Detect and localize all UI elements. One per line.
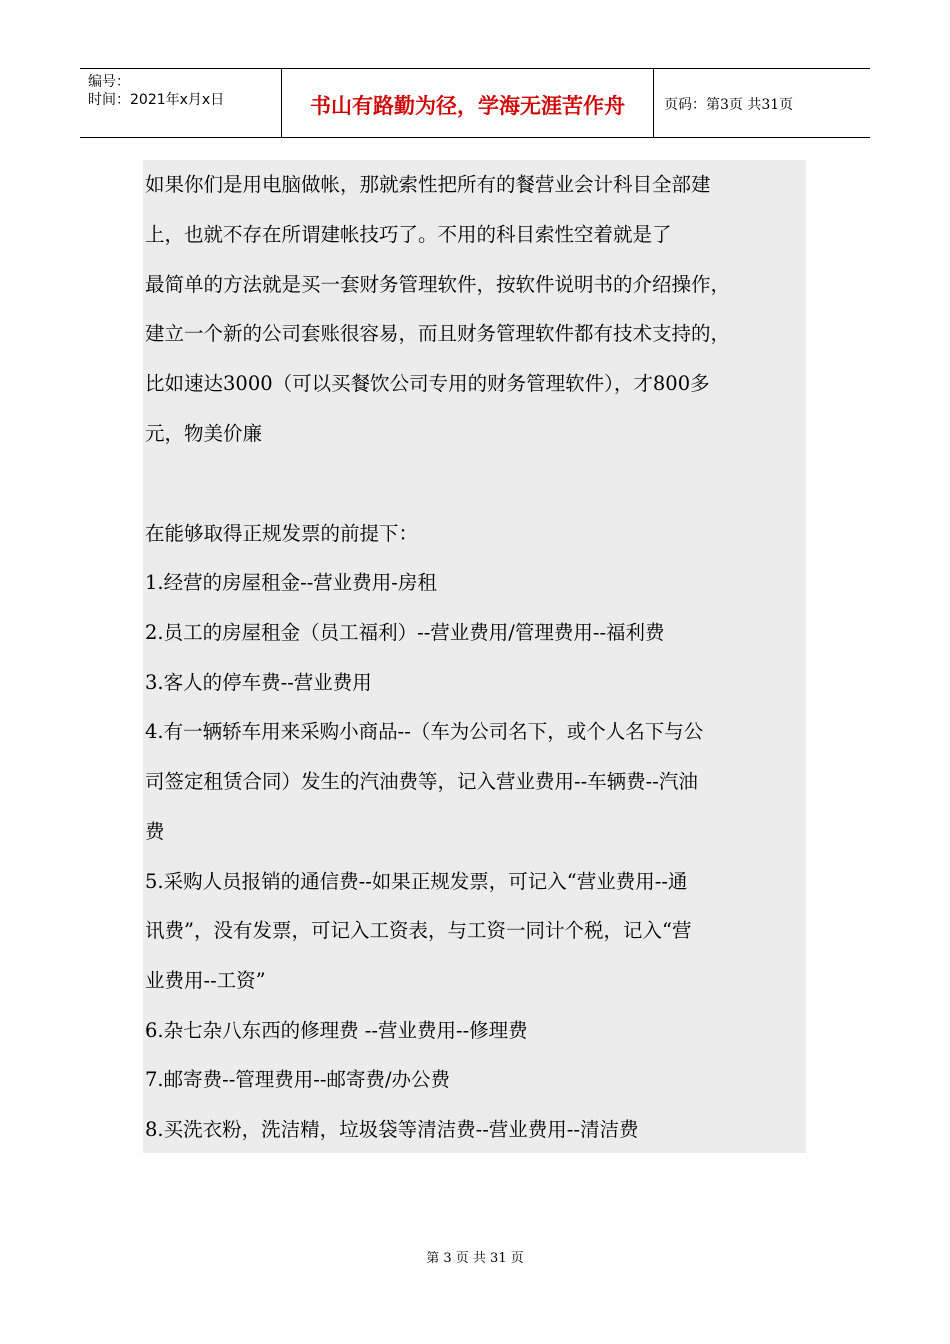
- text-line: 5.采购人员报销的通信费--如果正规发票，可记入“营业费用--通: [145, 870, 688, 893]
- text-line: 6.杂七杂八东西的修理费 --营业费用--修理费: [145, 1019, 528, 1042]
- text-line: 上，也就不存在所谓建帐技巧了。不用的科目索性空着就是了: [145, 223, 672, 246]
- text-line: 元，物美价廉: [145, 422, 263, 445]
- motto-text: 书山有路勤为径，学海无涯苦作舟: [310, 93, 625, 118]
- text-line: 2.员工的房屋租金（员工福利）--营业费用/管理费用--福利费: [145, 621, 665, 644]
- text-line: 1.经营的房屋租金--营业费用-房租: [145, 571, 437, 594]
- footer-page-number: 第 3 页 共 31 页: [426, 1251, 524, 1266]
- document-body: [143, 160, 806, 1153]
- number-label: 编号：: [88, 74, 130, 90]
- text-line: 最简单的方法就是买一套财务管理软件，按软件说明书的介绍操作，: [145, 273, 731, 296]
- header-page-cell: [654, 69, 870, 137]
- date-label: 时间：2021年x月x日: [88, 92, 225, 108]
- text-line: 4.有一辆轿车用来采购小商品--（车为公司名下，或个人名下与公: [145, 720, 704, 743]
- text-line: 如果你们是用电脑做帐，那就索性把所有的餐营业会计科目全部建: [145, 173, 711, 196]
- page-indicator: 页码：第3页 共31页: [664, 97, 794, 113]
- text-line: 建立一个新的公司套账很容易，而且财务管理软件都有技术支持的，: [145, 322, 731, 345]
- text-line: 业费用--工资”: [145, 969, 266, 992]
- text-line: 比如速达3000（可以买餐饮公司专用的财务管理软件），才800多: [145, 372, 710, 395]
- text-line: 讯费”，没有发票，可记入工资表，与工资一同计个税，记入“营: [145, 919, 692, 942]
- header-meta-cell: [80, 69, 282, 137]
- text-line: 3.客人的停车费--营业费用: [145, 671, 372, 694]
- text-line: 司签定租赁合同）发生的汽油费等，记入营业费用--车辆费--汽油: [145, 770, 698, 793]
- text-line: 费: [145, 820, 165, 843]
- page-footer: [0, 1247, 950, 1266]
- header-motto-cell: [282, 69, 654, 137]
- text-line: 7.邮寄费--管理费用--邮寄费/办公费: [145, 1068, 451, 1091]
- text-line: 在能够取得正规发票的前提下：: [145, 522, 419, 545]
- page-header: [80, 68, 870, 138]
- text-line: 8.买洗衣粉，洗洁精，垃圾袋等清洁费--营业费用--清洁费: [145, 1118, 639, 1141]
